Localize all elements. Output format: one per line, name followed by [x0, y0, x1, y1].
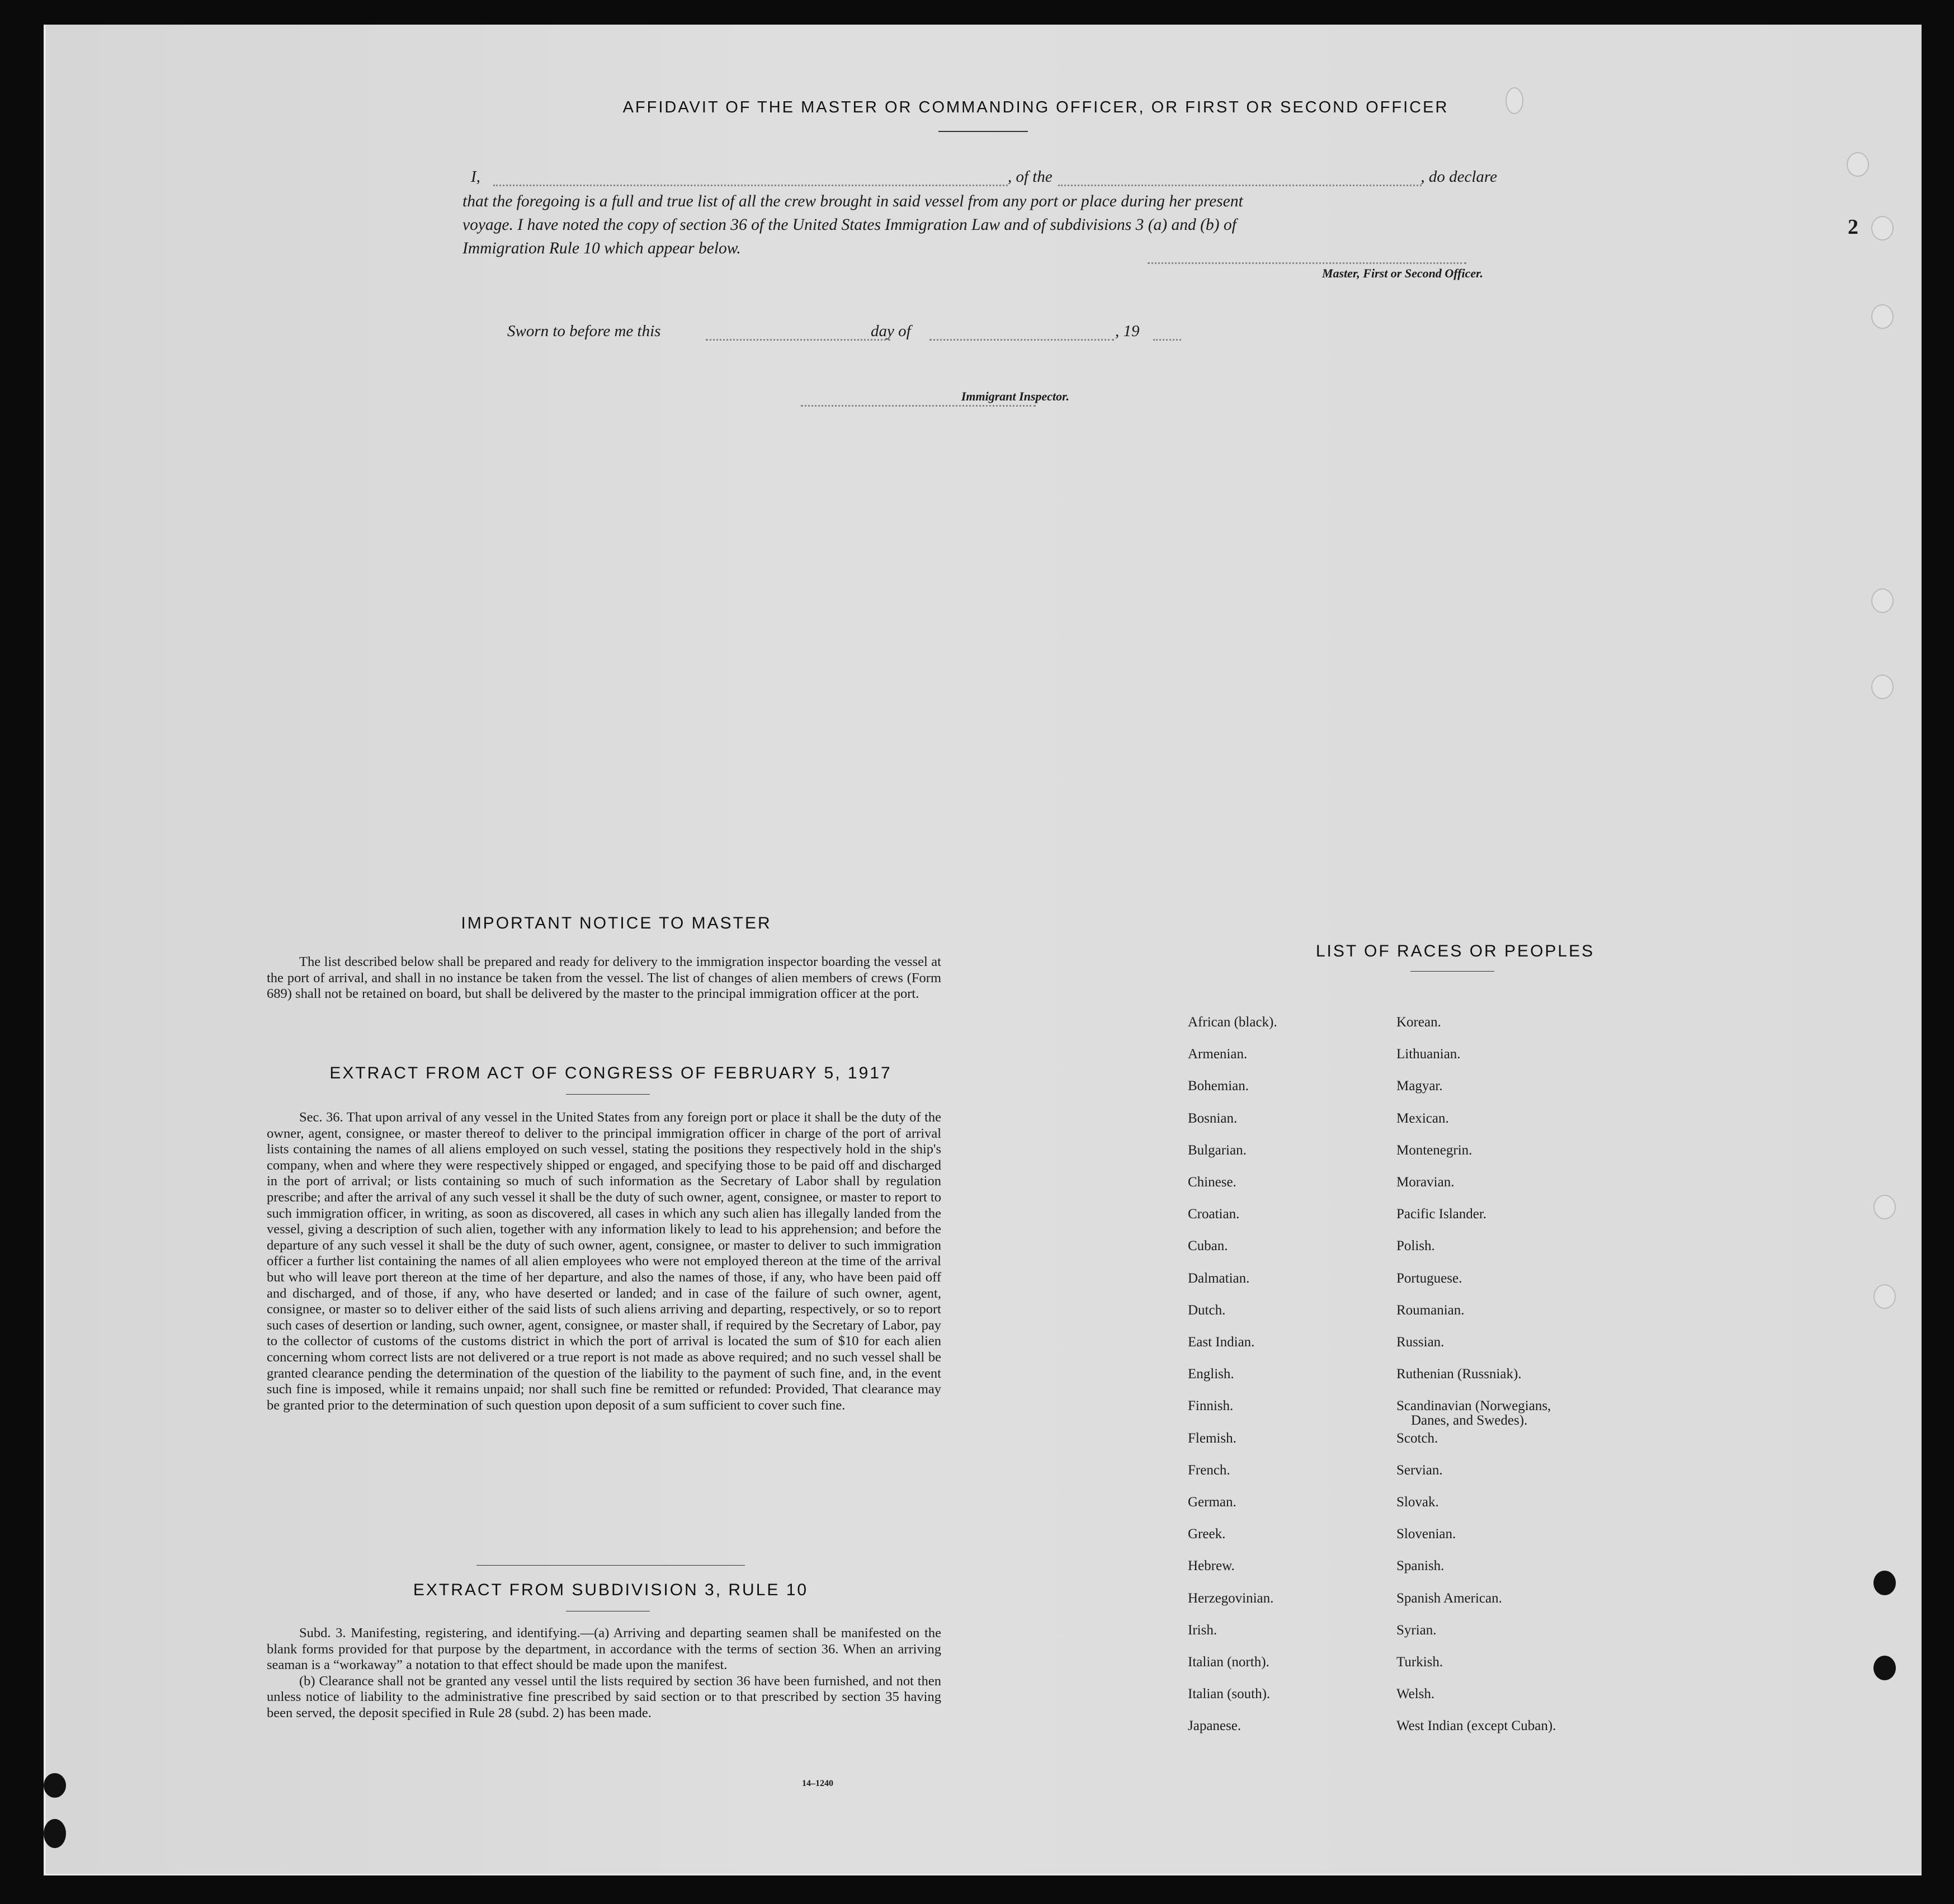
- race-item: Flemish.: [1188, 1430, 1236, 1446]
- binder-hole: [1847, 152, 1869, 177]
- binder-hole: [1871, 675, 1894, 699]
- race-item: Chinese.: [1188, 1175, 1236, 1190]
- rule-heading: EXTRACT FROM SUBDIVISION 3, RULE 10: [413, 1581, 809, 1599]
- race-item: Portuguese.: [1396, 1270, 1462, 1286]
- race-item: Scandinavian (Norwegians,: [1396, 1398, 1551, 1414]
- rule-body: [267, 1625, 941, 1722]
- race-item: East Indian.: [1188, 1335, 1255, 1350]
- race-item: Magyar.: [1396, 1078, 1443, 1094]
- race-item: Korean.: [1396, 1015, 1441, 1030]
- race-item: Bulgarian.: [1188, 1142, 1247, 1158]
- race-item: Italian (south).: [1188, 1686, 1271, 1702]
- act-end-rule: [476, 1565, 745, 1566]
- race-item: Finnish.: [1188, 1398, 1234, 1414]
- binder-hole: [44, 1773, 66, 1798]
- affidavit-do-declare: , do declare: [1420, 168, 1497, 186]
- race-item: Italian (north).: [1188, 1655, 1269, 1670]
- act-body: [267, 1110, 941, 1413]
- binder-hole: [1871, 216, 1894, 241]
- inspector-label: Immigrant Inspector.: [961, 389, 1069, 403]
- race-item: Servian.: [1396, 1462, 1443, 1478]
- race-item: Slovenian.: [1396, 1526, 1456, 1542]
- vessel-name-field[interactable]: [1058, 185, 1422, 186]
- binder-hole: [1871, 304, 1894, 329]
- race-item: Spanish.: [1396, 1558, 1445, 1574]
- master-signature-field[interactable]: [1148, 262, 1466, 264]
- race-item: Dalmatian.: [1188, 1270, 1250, 1286]
- subdivision-a-paragraph: Subd. 3. Manifesting, registering, and identifying.—(a) Arriving and departing seamen shall be manifested on the blank forms provided for that purpose by the department, in accordance with the terms of section 36. When an arriving seaman is a “workaway” a notation to that effect should be made upon the manifest.: [267, 1625, 941, 1673]
- race-item: Syrian.: [1396, 1622, 1437, 1638]
- races-heading: LIST OF RACES OR PEOPLES: [1315, 942, 1595, 960]
- sworn-day-field[interactable]: [706, 339, 890, 341]
- race-item: English.: [1188, 1366, 1234, 1382]
- race-item: Slovak.: [1396, 1495, 1439, 1510]
- race-item: Dutch.: [1188, 1302, 1226, 1318]
- section-36-paragraph: Sec. 36. That upon arrival of any vessel in the United States from any foreign port or place it shall be the duty of the owner, agent, consignee, or master thereof to deliver to the principal immigration officer in charge of the port of arrival lists containing the names of all aliens employed on such vessel, stating the positions they respectively hold in the ship's company, when and where they were respectively shipped or engaged, and specifying those to be paid off and discharged in the port of arrival; or lists containing so much of such information as the Secretary of Labor shall by regulation prescribe; and after the arrival of any such vessel it shall be the duty of such owner, agent, consignee, or master to report to such immigration officer, in writing, as soon as discovered, all cases in which any such alien has illegally landed from the vessel, giving a description of such alien, together with any information likely to lead to his apprehension; and before the departure of any such vessel it shall be the duty of such owner, agent, consignee, or master to deliver to such immigration officer a further list containing the names of all alien employees who were not employed thereon at the time of the arrival but who will leave port thereon at the time of her departure, and also the names of those, if any, who have been paid off and discharged, and of those, if any, who have deserted or landed; and in case of the failure of such owner, agent, consignee, or master so to deliver either of the said lists of such aliens arriving and departing, respectively, or so to report such cases of desertion or landing, such owner, agent, consignee, or master shall, if required by the Secretary of Labor, pay to the collector of customs of the customs district in which the port of arrival is located the sum of $10 for each alien concerning whom correct lists are not delivered or a true report is not made as above required; and no such vessel shall be granted clearance pending the determination of the question of the liability to the payment of such fine, and, in the event such fine is imposed, while it remains unpaid; nor shall such fine be remitted or refunded: Provided, That clearance may be granted prior to the determination of such question upon deposit of a sum sufficient to cover such fine.: [267, 1110, 941, 1413]
- affidavit-i-label: I,: [471, 168, 480, 186]
- race-item: Pacific Islander.: [1396, 1207, 1487, 1222]
- year-label: , 19: [1115, 322, 1140, 340]
- race-item: Roumanian.: [1396, 1302, 1465, 1318]
- affidavit-title-rule: [938, 131, 1028, 132]
- master-signature-label: Master, First or Second Officer.: [1321, 266, 1483, 280]
- race-item: Irish.: [1188, 1622, 1217, 1638]
- binder-hole: [1873, 1656, 1896, 1680]
- binder-hole: [1871, 588, 1894, 613]
- race-item: Polish.: [1396, 1238, 1435, 1254]
- notice-paragraph: The list described below shall be prepared and ready for delivery to the immigration inspector boarding the vessel at the port of arrival, and shall in no instance be taken from the vessel. The list of changes of alien members of crews (Form 689) shall not be retained on board, but shall be delivered by the master to the principal immigration officer at the port.: [267, 954, 941, 1002]
- binder-hole: [1873, 1284, 1896, 1309]
- binder-hole: [1873, 1195, 1896, 1219]
- race-item: Danes, and Swedes).: [1411, 1413, 1528, 1429]
- race-item: Greek.: [1188, 1526, 1226, 1542]
- document-page: [44, 25, 1922, 1875]
- race-item: Montenegrin.: [1396, 1142, 1472, 1158]
- page-number: 2: [1848, 215, 1858, 239]
- race-item: African (black).: [1188, 1015, 1277, 1030]
- races-heading-rule: [1410, 971, 1494, 972]
- master-name-field[interactable]: [493, 185, 1008, 186]
- race-item: Hebrew.: [1188, 1558, 1235, 1574]
- race-item: German.: [1188, 1495, 1236, 1510]
- race-item: Russian.: [1396, 1335, 1445, 1350]
- notice-body: [267, 954, 941, 1002]
- race-item: Turkish.: [1396, 1655, 1443, 1670]
- day-of-label: day of: [871, 322, 911, 340]
- race-item: French.: [1188, 1462, 1230, 1478]
- race-item: Armenian.: [1188, 1047, 1248, 1062]
- race-item: Welsh.: [1396, 1686, 1435, 1702]
- race-item: Spanish American.: [1396, 1590, 1502, 1606]
- binder-hole: [44, 1819, 66, 1848]
- act-heading: EXTRACT FROM ACT OF CONGRESS OF FEBRUARY 5, 1917: [329, 1064, 892, 1082]
- subdivision-b-paragraph: (b) Clearance shall not be granted any vessel until the lists required by section 36 have been furnished, and not then unless notice of liability to the administrative fine prescribed by said section or to that prescribed by section 35 having been served, the deposit specified in Rule 28 (subd. 2) has been made.: [267, 1673, 941, 1721]
- form-number: 14–1240: [802, 1779, 833, 1788]
- race-item: Mexican.: [1396, 1110, 1449, 1126]
- binder-hole: [1505, 87, 1523, 114]
- act-heading-rule: [566, 1094, 650, 1095]
- inspector-signature-field[interactable]: [801, 405, 1036, 407]
- race-item: Bosnian.: [1188, 1110, 1238, 1126]
- declaration-line-1: that the foregoing is a full and true list of all the crew brought in said vessel from any port or place during her present: [462, 192, 1243, 210]
- affidavit-of-the-label: , of the: [1008, 168, 1052, 186]
- sworn-year-field[interactable]: [1153, 339, 1181, 341]
- race-item: Herzegovinian.: [1188, 1590, 1274, 1606]
- race-item: Lithuanian.: [1396, 1047, 1461, 1062]
- binder-hole: [1873, 1571, 1896, 1595]
- affidavit-title: AFFIDAVIT OF THE MASTER OR COMMANDING OFFICER, OR FIRST OR SECOND OFFICER: [622, 98, 1449, 116]
- declaration-line-2: voyage. I have noted the copy of section 36 of the United States Immigration Law and of subdivisions 3 (a) and (b) of: [462, 216, 1236, 234]
- race-item: Cuban.: [1188, 1238, 1228, 1254]
- race-item: Moravian.: [1396, 1175, 1455, 1190]
- race-item: Scotch.: [1396, 1430, 1438, 1446]
- race-item: West Indian (except Cuban).: [1396, 1718, 1556, 1734]
- race-item: Japanese.: [1188, 1718, 1242, 1734]
- race-item: Croatian.: [1188, 1207, 1240, 1222]
- notice-heading: IMPORTANT NOTICE TO MASTER: [461, 914, 772, 932]
- race-item: Bohemian.: [1188, 1078, 1249, 1094]
- race-item: Ruthenian (Russniak).: [1396, 1366, 1522, 1382]
- sworn-month-field[interactable]: [929, 339, 1114, 341]
- sworn-label: Sworn to before me this: [507, 322, 661, 340]
- declaration-line-3: Immigration Rule 10 which appear below.: [462, 239, 741, 257]
